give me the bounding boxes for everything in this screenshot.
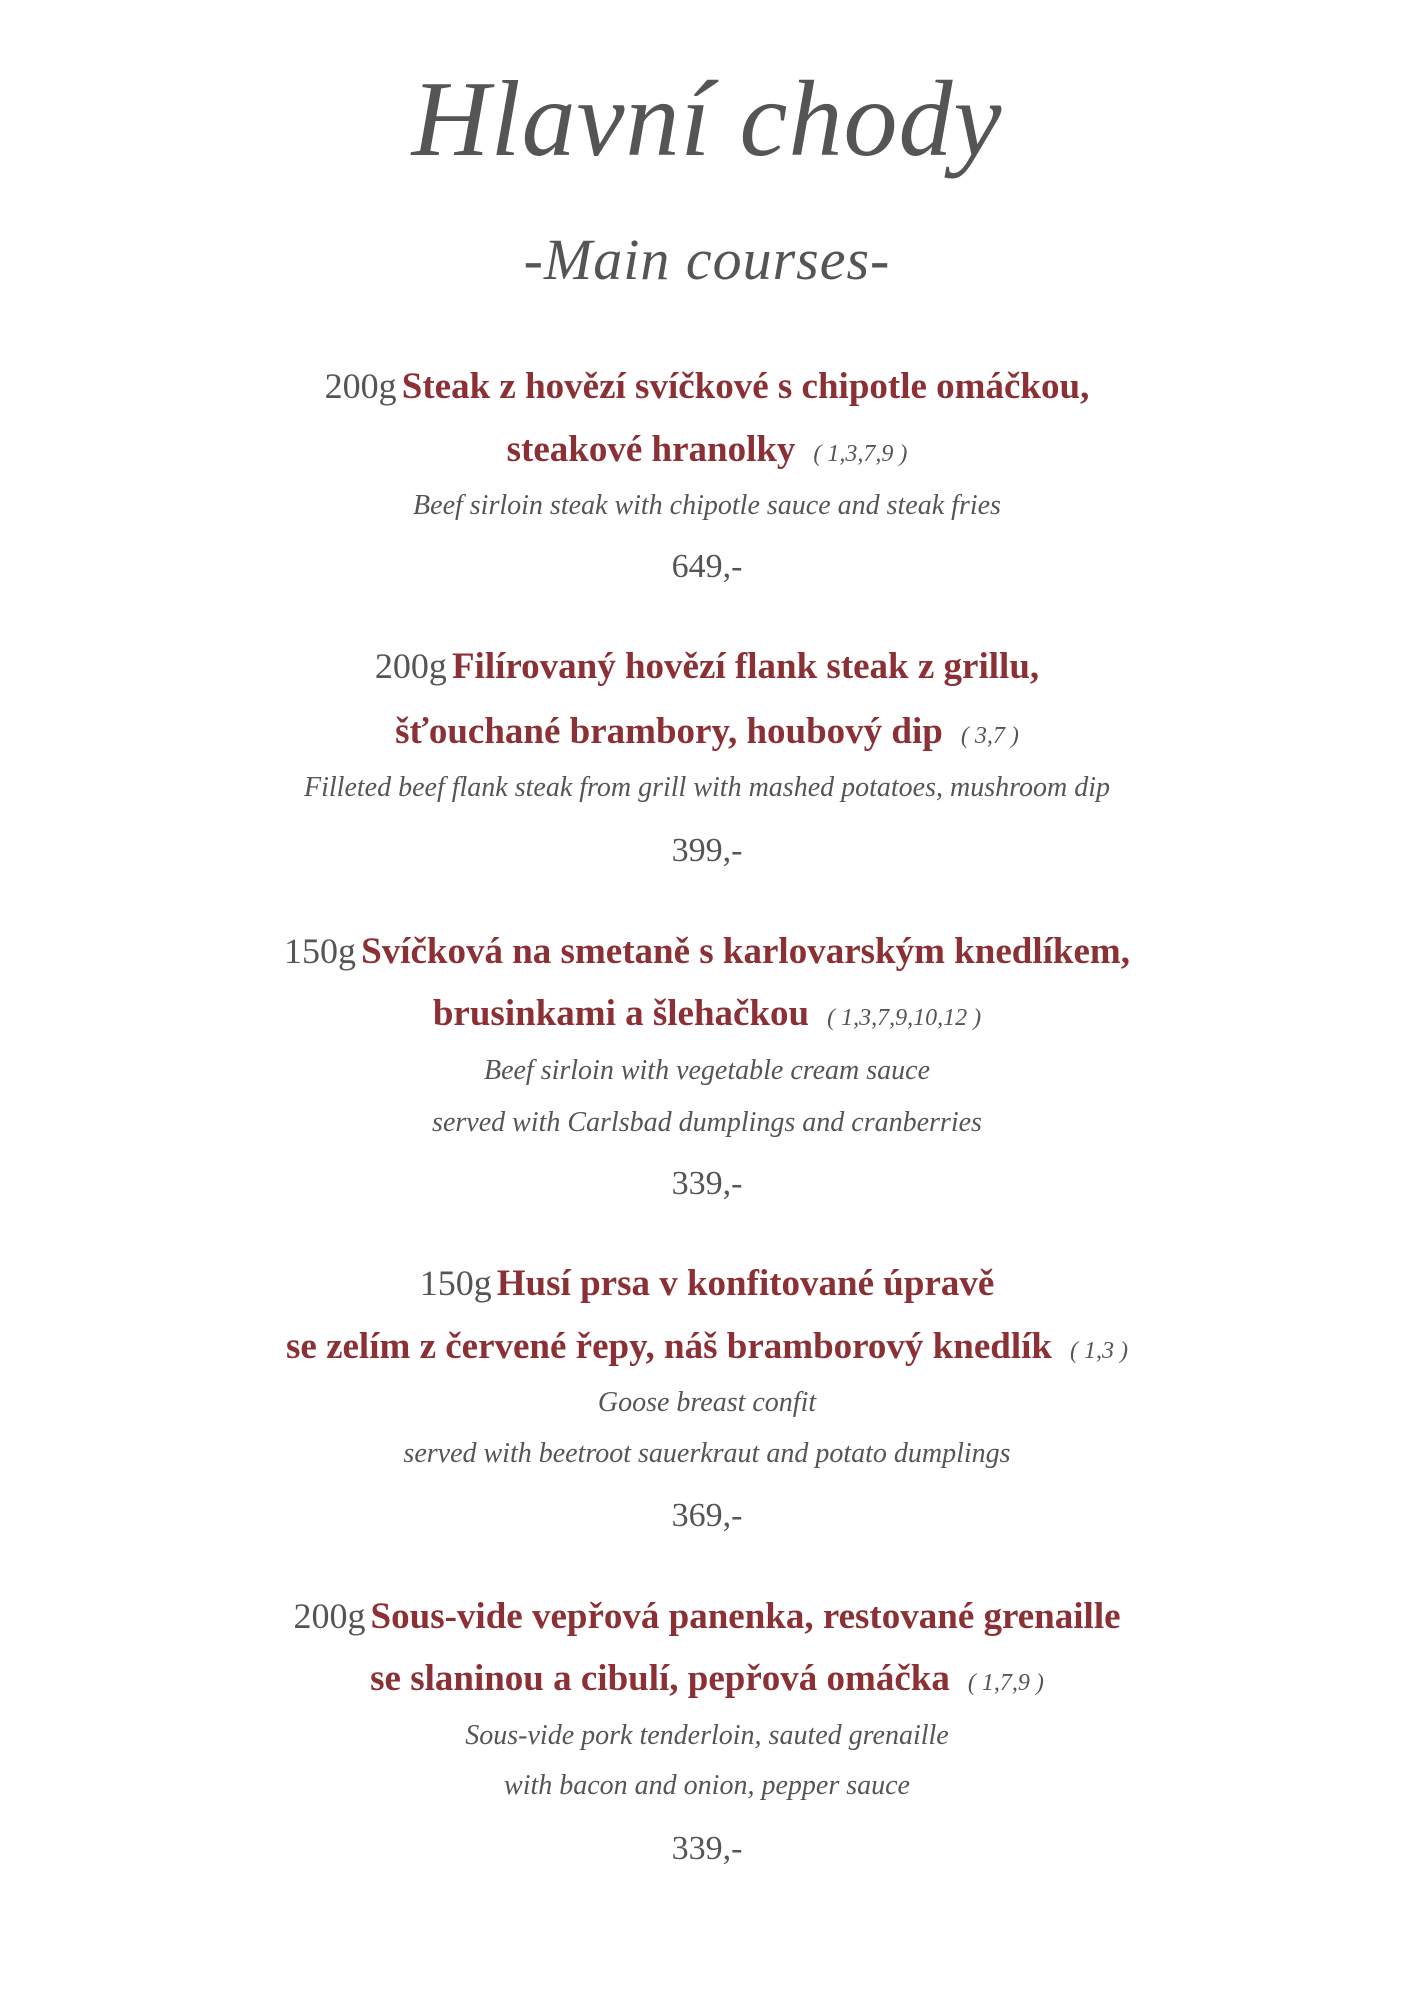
dish-weight: 200g bbox=[293, 1596, 366, 1636]
dish-weight: 150g bbox=[419, 1263, 492, 1303]
dish-allergens: ( 1,3,7,9,10,12 ) bbox=[827, 1005, 982, 1031]
dish-allergens: ( 1,7,9 ) bbox=[967, 1670, 1044, 1696]
dish-description-cont: served with beetroot sauerkraut and potato dumplings bbox=[403, 1438, 1011, 1469]
dish-description-cont: with bacon and onion, pepper sauce bbox=[504, 1770, 910, 1801]
dish-description: Beef sirloin steak with chipotle sauce and steak fries bbox=[413, 490, 1001, 521]
dish-name-cont: šťouchané brambory, houbový dip bbox=[395, 711, 943, 752]
dish-price: 339,- bbox=[671, 1830, 743, 1867]
dish-name-line2 bbox=[0, 992, 1414, 1035]
dish-weight: 200g bbox=[324, 366, 397, 406]
dish-name-line1 bbox=[0, 1595, 1414, 1638]
dish-description: Filleted beef flank steak from grill with mashed potatoes, mushroom dip bbox=[304, 772, 1110, 803]
dish-weight: 200g bbox=[374, 646, 447, 686]
dish-name-line1 bbox=[0, 645, 1414, 688]
dish-name: Svíčková na smetaně s karlovarským knedlíkem, bbox=[361, 931, 1130, 972]
dish-name-line1 bbox=[0, 930, 1414, 973]
dish-name-cont: se zelím z červené řepy, náš bramborový knedlík bbox=[286, 1326, 1052, 1367]
dish-price: 369,- bbox=[671, 1497, 743, 1534]
dish-price: 649,- bbox=[671, 548, 743, 585]
page-title: Hlavní chody bbox=[411, 60, 1003, 179]
dish-name-line1 bbox=[0, 1262, 1414, 1305]
dish-name-cont: se slaninou a cibulí, pepřová omáčka bbox=[370, 1658, 950, 1699]
dish-description: Beef sirloin with vegetable cream sauce bbox=[483, 1055, 931, 1086]
dish-name-line2 bbox=[0, 710, 1414, 753]
dish-description: Goose breast confit bbox=[597, 1387, 817, 1418]
dish-allergens: ( 1,3 ) bbox=[1069, 1338, 1128, 1364]
dish-name-line2 bbox=[0, 428, 1414, 471]
dish-name: Filírovaný hovězí flank steak z grillu, bbox=[451, 646, 1040, 687]
dish-name: Sous-vide vepřová panenka, restované grenaille bbox=[370, 1596, 1121, 1637]
dish-description: Sous-vide pork tenderloin, sauted grenaille bbox=[465, 1720, 949, 1751]
dish-name-line2 bbox=[0, 1657, 1414, 1700]
dish-name-line2 bbox=[0, 1325, 1414, 1368]
dish-allergens: ( 1,3,7,9 ) bbox=[813, 441, 908, 467]
dish-weight: 150g bbox=[284, 931, 357, 971]
dish-name: Husí prsa v konfitované úpravě bbox=[496, 1263, 995, 1304]
dish-name-cont: steakové hranolky bbox=[506, 429, 796, 470]
dish-price: 399,- bbox=[671, 832, 743, 869]
dish-name: Steak z hovězí svíčkové s chipotle omáčkou, bbox=[401, 366, 1090, 407]
dish-price: 339,- bbox=[671, 1165, 743, 1202]
dish-name-cont: brusinkami a šlehačkou bbox=[432, 993, 810, 1034]
page-subtitle: -Main courses- bbox=[523, 227, 891, 292]
dish-allergens: ( 3,7 ) bbox=[960, 723, 1019, 749]
dish-description-cont: served with Carlsbad dumplings and cranberries bbox=[432, 1107, 982, 1138]
dish-name-line1 bbox=[0, 365, 1414, 408]
